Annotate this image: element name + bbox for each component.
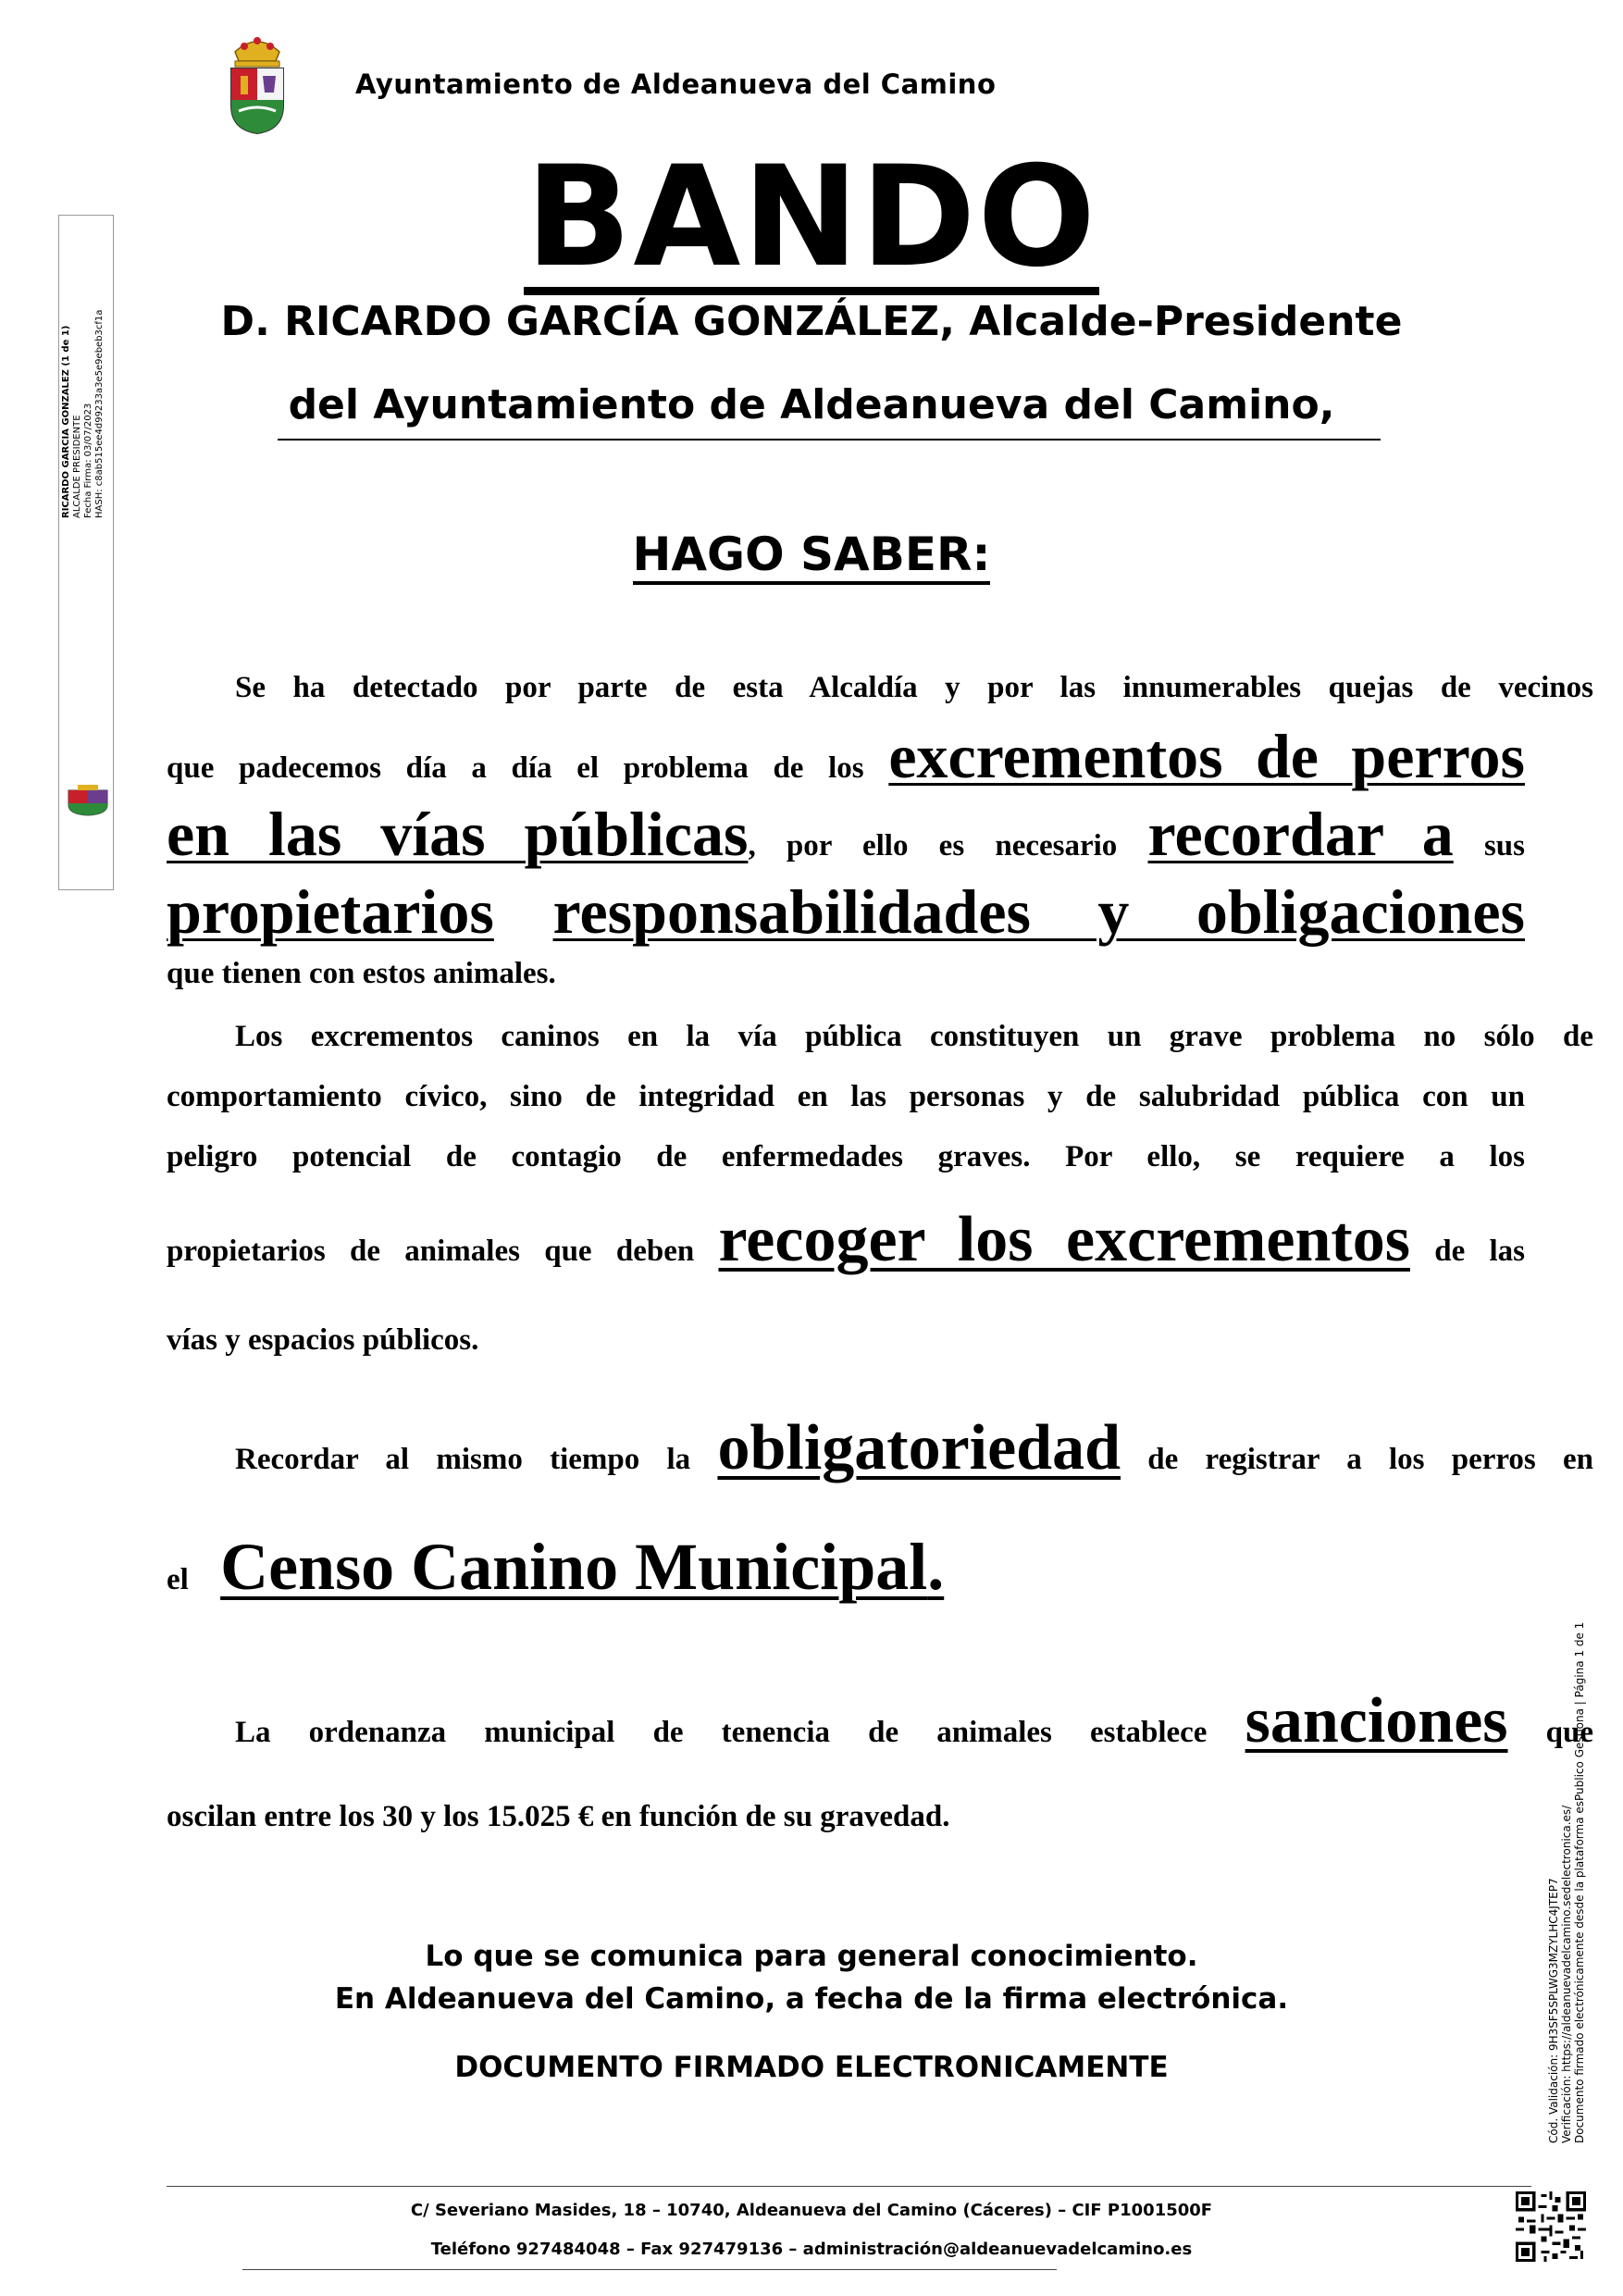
text: el — [167, 1563, 189, 1596]
mayor-line-2: del Ayuntamiento de Aldeanueva del Camino, — [288, 381, 1335, 428]
paragraph-3-line-2 — [167, 1529, 1525, 1606]
text: . — [927, 1530, 945, 1604]
paragraph-3-line-1 — [167, 1411, 1593, 1485]
text: sus — [1483, 829, 1525, 863]
closing-line-1: Lo que se comunica para general conocimiento. — [425, 1940, 1198, 1973]
signed-notice: DOCUMENTO FIRMADO ELECTRONICAMENTE — [454, 2051, 1169, 2084]
text: propietarios de animales que deben — [167, 1235, 695, 1268]
signature-line: RICARDO GARCIA GONZALEZ (1 de 1) — [61, 325, 71, 518]
emphasis-text: recordar a — [1147, 799, 1454, 869]
paragraph-1-line-3 — [167, 798, 1525, 871]
text: que padecemos día a día el problema de los — [167, 751, 864, 785]
signature-line: Fecha Firma: 03/07/2023 — [83, 403, 93, 518]
paragraph-2-line-1: Los excrementos caninos en la vía pública constituyen un grave problema no sólo de — [235, 1020, 1593, 1053]
divider — [167, 2186, 1531, 2187]
paragraph-2-line-2: comportamiento cívico, sino de integridad en las personas y de salubridad pública con un — [167, 1080, 1525, 1113]
paragraph-1-line-2 — [167, 720, 1525, 793]
divider — [242, 2269, 1057, 2270]
paragraph-1-line-1: Se ha detectado por parte de esta Alcaldía y por las innumerables quejas de vecinos — [235, 671, 1593, 704]
emphasis-text: sanciones — [1245, 1685, 1508, 1756]
announcement-text: HAGO SABER: — [633, 527, 991, 585]
signature-line: ALCALDE PRESIDENTE — [72, 415, 82, 518]
paragraph-1-line-4 — [167, 875, 1525, 949]
announcement-heading — [0, 527, 1623, 581]
validation-text — [1547, 1622, 1586, 2143]
paragraph-2-line-3: peligro potencial de contagio de enfermedades graves. Por ello, se requiere a los — [167, 1140, 1525, 1173]
emphasis-text: recoger los excrementos — [718, 1204, 1410, 1275]
municipality-name: Ayuntamiento de Aldeanueva del Camino — [355, 68, 997, 100]
qr-code-icon — [1516, 2191, 1586, 2262]
signature-text — [61, 309, 105, 518]
paragraph-1-line-5: que tienen con estos animales. — [167, 957, 556, 990]
text: que — [1545, 1716, 1593, 1749]
validation-line: Verificación: https://aldeanuevadelcamino.sedelectronica.es/ — [1560, 1805, 1573, 2143]
coat-of-arms-small-icon — [65, 785, 111, 816]
coat-of-arms-logo — [222, 33, 292, 135]
title-text: BANDO — [526, 137, 1097, 298]
emphasis-text: excrementos de perros — [888, 721, 1526, 791]
paragraph-4-line-1 — [167, 1684, 1593, 1758]
text: , por ello es necesario — [748, 829, 1118, 863]
footer-contact: Teléfono 927484048 – Fax 927479136 – administración@aldeanuevadelcamino.es — [430, 2240, 1193, 2259]
emphasis-text: en las vías públicas — [167, 799, 749, 869]
validation-line: Cód. Validación: 9H3SF5SPLWG3MZYLHC4JTEP7 — [1547, 1878, 1560, 2143]
text: Recordar al mismo tiempo la — [235, 1443, 691, 1476]
mayor-line-1: D. RICARDO GARCÍA GONZÁLEZ, Alcalde-Presidente — [220, 298, 1403, 345]
signature-line: HASH: c8ab515ee4d99233a3e5e9ebeb3cf1a — [94, 309, 105, 518]
emphasis-text: responsabilidades y obligaciones — [552, 876, 1525, 947]
text: de las — [1434, 1235, 1526, 1268]
emphasis-text: propietarios — [167, 876, 494, 947]
emphasis-text: obligatoriedad — [717, 1412, 1121, 1483]
closing-line-2: En Aldeanueva del Camino, a fecha de la firma electrónica. — [334, 1982, 1289, 2016]
emphasis-text: Censo Canino Municipal — [220, 1530, 928, 1604]
paragraph-4-line-2: oscilan entre los 30 y los 15.025 € en función de su gravedad. — [167, 1800, 950, 1833]
validation-line: Documento firmado electrónicamente desde la plataforma esPublico Gestiona | Página 1 de 1 — [1573, 1621, 1586, 2143]
paragraph-2-line-4 — [167, 1203, 1525, 1277]
text: de registrar a los perros en — [1147, 1443, 1594, 1476]
page-title — [0, 137, 1623, 298]
footer-address: C/ Severiano Masides, 18 – 10740, Aldeanueva del Camino (Cáceres) – CIF P1001500F — [410, 2201, 1213, 2220]
text: La ordenanza municipal de tenencia de animales establece — [235, 1716, 1208, 1749]
paragraph-2-line-5: vías y espacios públicos. — [167, 1323, 479, 1357]
divider — [278, 439, 1381, 441]
